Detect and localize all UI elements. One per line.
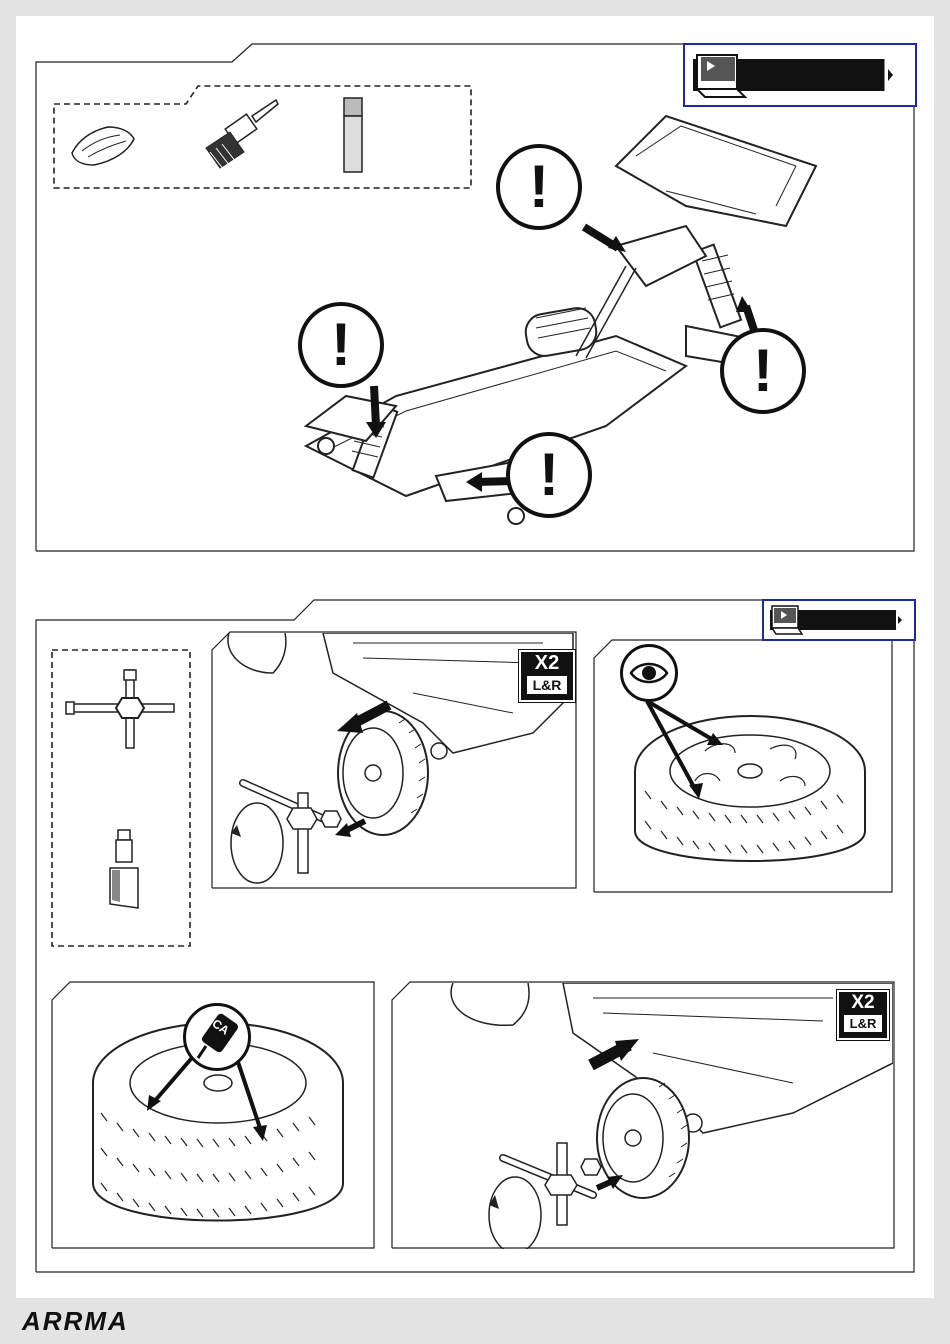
badge-sub: L&R bbox=[527, 676, 567, 694]
laptop-play-icon bbox=[764, 601, 914, 639]
warning-icon: ! bbox=[496, 144, 582, 230]
badge-main: X2 bbox=[534, 652, 560, 674]
x2-left-right-badge bbox=[837, 990, 889, 1040]
ca-glue-callout bbox=[183, 1003, 251, 1071]
x2-left-right-badge bbox=[519, 650, 575, 702]
arrma-logo: ARRMA bbox=[22, 1306, 129, 1336]
brush-icon bbox=[196, 96, 281, 174]
warning-icon: ! bbox=[720, 328, 806, 414]
eye-icon bbox=[620, 644, 678, 702]
video-link-button-bottom[interactable] bbox=[762, 599, 916, 641]
warning-icon: ! bbox=[298, 302, 384, 388]
warning-icon: ! bbox=[506, 432, 592, 518]
badge-sub: L&R bbox=[844, 1015, 882, 1032]
step4-install-wheel-illustration bbox=[393, 983, 893, 1249]
cloth-icon bbox=[68, 121, 140, 169]
glue-label: CA bbox=[209, 1016, 232, 1038]
ca-glue-bottle-icon bbox=[106, 828, 146, 912]
manual-page bbox=[16, 16, 934, 1298]
cross-wrench-icon bbox=[64, 668, 182, 752]
badge-main: X2 bbox=[851, 992, 875, 1013]
